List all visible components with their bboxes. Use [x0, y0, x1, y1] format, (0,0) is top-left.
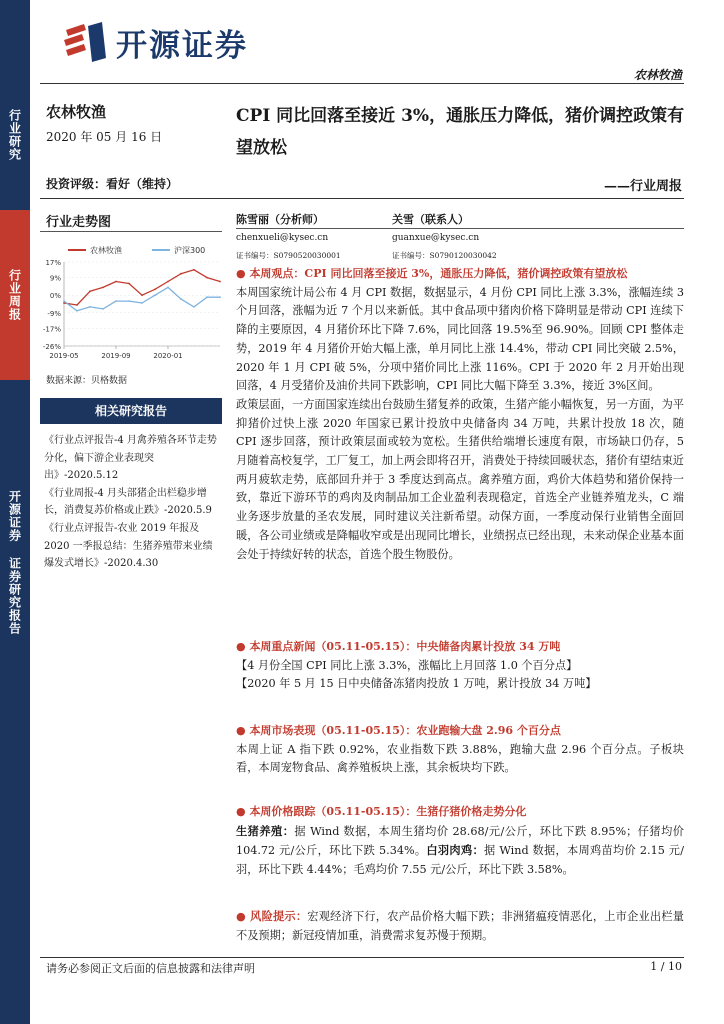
- y-tick-label: 9%: [49, 274, 61, 283]
- page-number: 1 / 10: [650, 960, 682, 973]
- related-reports-list: [44, 432, 222, 573]
- analyst-cert: 证书编号：S0790120030042: [392, 251, 497, 260]
- news-item: 【4 月份全国 CPI 同比上涨 3.3%，涨幅比上月回落 1.0 个百分点】: [236, 658, 578, 672]
- data-point: [206, 296, 208, 298]
- related-report-item[interactable]: 《行业点评报告-农业 2019 年报及2020 一季报总结：生猪养殖带来业绩爆发式增长》-2020.4.30: [44, 522, 213, 570]
- data-point: [76, 310, 78, 312]
- data-point: [219, 281, 221, 283]
- series-line: [64, 287, 220, 310]
- paragraph: 生猪养殖：据 Wind 数据，本周生猪均价 28.68/元/公斤，环比下跌 8.95%；仔猪均价 104.72 元/公斤，环比下跌 5.34%。白羽肉鸡：据 Wind 数据，本周鸡苗均价 2.15 元/羽，环比下跌 4.44%；毛鸡均价 7.55 元/公斤，环比下跌 3.58%。: [236, 823, 684, 877]
- data-point: [193, 269, 195, 271]
- title-divider: [40, 198, 684, 199]
- report-type: ——行业周报: [603, 179, 682, 194]
- section-heading: ● 本周观点：CPI 同比回落至接近 3%，通胀压力降低，猪价调控政策有望放松: [236, 267, 628, 280]
- trend-divider: [40, 231, 222, 232]
- section-news: [236, 638, 684, 694]
- analyst-cert: 证书编号：S0790520030001: [236, 251, 341, 260]
- y-tick-label: 17%: [45, 259, 61, 267]
- y-tick-label: -17%: [42, 325, 61, 334]
- data-point: [89, 306, 91, 308]
- y-tick-label: -26%: [42, 343, 61, 351]
- data-point: [180, 273, 182, 275]
- bullet-icon: ●: [236, 805, 250, 818]
- report-date: 2020 年 05 月 16 日: [46, 130, 163, 144]
- section-prices: [236, 803, 684, 880]
- report-sector: 农林牧渔: [46, 103, 107, 121]
- footer-disclaimer: 请务必参阅正文后面的信息披露和法律声明: [46, 962, 255, 975]
- section-risk: [236, 907, 684, 945]
- bullet-icon: ●: [236, 724, 250, 737]
- paragraph: 本周上证 A 指下跌 0.92%，农业指数下跌 3.88%，跑输大盘 2.96 个百分点。子板块看，本周宠物食品、禽养殖板块上涨，其余板块均下跌。: [236, 742, 684, 775]
- analyst-name: 陈雪丽（分析师）: [236, 213, 324, 226]
- analyst-email[interactable]: guanxue@kysec.cn: [392, 233, 480, 243]
- data-point: [102, 308, 104, 310]
- data-point: [193, 306, 195, 308]
- brand-logo-mark: [62, 22, 110, 62]
- related-report-item[interactable]: 《行业周报-4 月头部猪企出栏稳步增长，消费复苏价格或止跌》-2020.5.9: [44, 487, 212, 517]
- header-divider: [40, 83, 684, 84]
- data-point: [76, 304, 78, 306]
- analyst-name: 关雪（联系人）: [392, 213, 469, 226]
- legend-label: 沪深300: [174, 246, 206, 255]
- x-tick-label: 2019-05: [49, 352, 79, 360]
- header-sector-tag: 农林牧渔: [633, 68, 682, 82]
- data-point: [102, 287, 104, 289]
- news-item: 【2020 年 5 月 15 日中央储备冻猪肉投放 1 万吨，累计投放 34 万吨】: [236, 677, 597, 691]
- trend-chart-title: 行业走势图: [46, 215, 112, 230]
- trend-chart: [38, 240, 228, 366]
- data-point: [141, 302, 143, 304]
- legend-label: 农林牧渔: [90, 246, 122, 255]
- footer-divider: [40, 957, 684, 958]
- section-heading: ● 本周市场表现（05.11-05.15）：农业跑输大盘 2.96 个百分点: [236, 724, 561, 737]
- analyst-divider: [236, 228, 684, 229]
- section-view: [236, 265, 684, 564]
- side-tab-weekly-report: 行业周报: [0, 210, 30, 380]
- data-point: [128, 283, 130, 285]
- bullet-icon: ●: [236, 640, 250, 653]
- brand-logo-text: 开源证券: [116, 28, 248, 64]
- y-tick-label: -9%: [47, 309, 61, 318]
- series-line: [64, 270, 220, 305]
- analyst-1: [236, 211, 324, 227]
- x-tick-label: 2020-01: [153, 352, 183, 360]
- section-heading: ● 本周价格跟踪（05.11-05.15）：生猪仔猪价格走势分化: [236, 805, 527, 818]
- x-tick-label: 2019-09: [101, 352, 131, 360]
- analyst-2: [392, 211, 469, 227]
- data-point: [115, 281, 117, 283]
- data-point: [167, 281, 169, 283]
- y-tick-label: 0%: [49, 292, 61, 301]
- data-point: [115, 300, 117, 302]
- data-point: [141, 294, 143, 296]
- analyst-email[interactable]: chenxueli@kysec.cn: [236, 233, 329, 243]
- paragraph: ● 风险提示：宏观经济下行，农产品价格大幅下跌；非洲猪瘟疫情恶化，上市企业出栏量不及预期；新冠疫情加重，消费需求复苏慢于预期。: [236, 909, 684, 942]
- data-point: [128, 300, 130, 302]
- investment-rating: 投资评级：看好（维持）: [46, 177, 179, 191]
- data-point: [154, 294, 156, 296]
- paragraph: 本周国家统计局公布 4 月 CPI 数据，数据显示，4 月份 CPI 同比上涨 3.3%，涨幅连续 3 个月回落，涨幅为近 7 个月以来新低。其中食品项中猪肉价格下降明显是带动 CPI 连续下降的主要原因，4 月猪价环比下降 7.6%，同比回落 19.5%至 96.90%。回顾 CPI 整体走势，2019 年 4 月猪价开始大幅上涨，单月同比上涨 14.4%，带动 CPI 同比突破 2.5%，2020 年 1 月 CPI 破 5%，分项中猪价同比上涨 116%。CPI 于 2020 年 2 月开始出现回落，4 月受猪价及油价共同下跌影响，CPI 同比大幅下降至 3.3%，接近 3%区间。: [236, 285, 684, 393]
- data-point: [63, 300, 65, 302]
- bullet-icon: ●: [236, 267, 250, 280]
- related-reports-header: 相关研究报告: [40, 398, 222, 424]
- chart-source: 数据来源：贝格数据: [46, 376, 128, 386]
- section-heading: ● 本周重点新闻（05.11-05.15）：中央储备肉累计投放 34 万吨: [236, 640, 561, 653]
- paragraph: 政策层面，一方面国家连续出台鼓励生猪复养的政策，生猪产能小幅恢复，另一方面，为平抑猪价过快上涨 2020 年国家已累计投放中央储备肉 34 万吨，共累计投放 18 次，随 CPI 逐步回落，预计政策层面或较为宽松。生猪供给端增长速度有限，市场缺口仍存，5 月随着高校复学，工厂复工，加上两会即将召开，消费处于持续回暖状态，猪价有望结束近两月疲软走势，底部回升并于 3 季度达到高点。禽养殖方面，鸡价大体趋势和猪价保持一致，靠近下游环节的鸡肉及肉制品加工企业盈利表现稳定，首选全产业链养殖龙头，C 端业务逐步放量的圣农发展，同时建议关注新希望。动保方面，一季度动保行业销售全面回暖，各公司业绩或是降幅收窄或是出现同比增长，业绩拐点已经出现，未来动保企业基本面会处于持续好转的状态，首选个股生物股份。: [236, 397, 684, 561]
- related-report-item[interactable]: 《行业点评报告-4 月禽养殖各环节走势分化，偏下游企业表现突出》-2020.5.12: [44, 435, 217, 482]
- bullet-icon: ●: [236, 909, 251, 923]
- data-point: [89, 290, 91, 292]
- section-market: [236, 722, 684, 778]
- report-title: CPI 同比回落至接近 3%，通胀压力降低，猪价调控政策有望放松: [236, 106, 685, 158]
- side-tab-industry-research: 行业研究: [0, 0, 30, 210]
- side-tab-kysec-research: 开源证券 证券研究报告: [0, 380, 30, 1024]
- data-point: [219, 296, 221, 298]
- data-point: [180, 298, 182, 300]
- data-point: [167, 287, 169, 289]
- data-point: [154, 288, 156, 290]
- data-point: [206, 277, 208, 279]
